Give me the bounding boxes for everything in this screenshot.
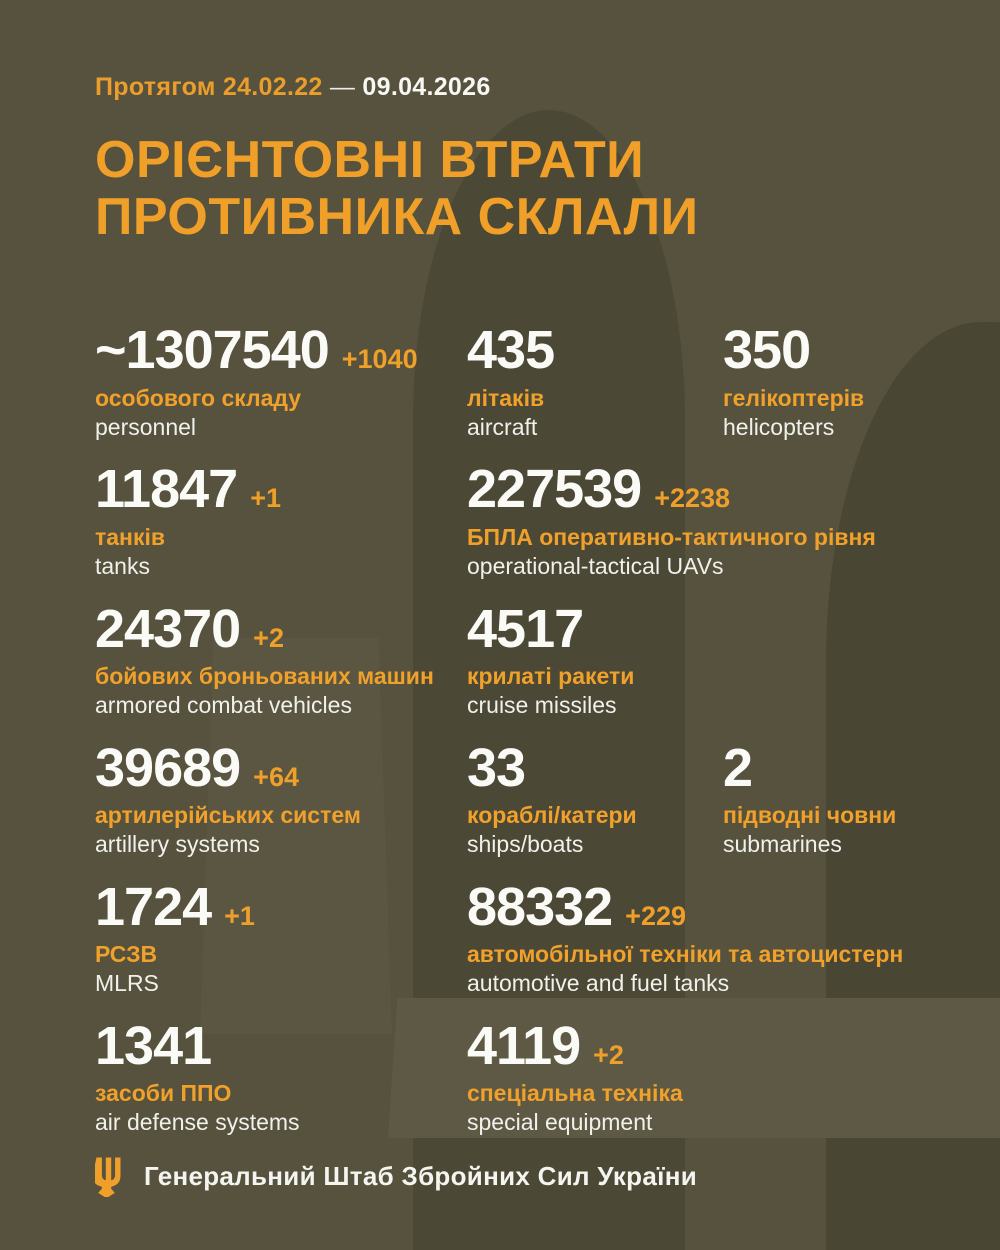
stat-value: 11847 bbox=[95, 459, 238, 520]
stat-value: 1724 bbox=[95, 876, 212, 937]
stats-row-6 bbox=[95, 1015, 960, 1137]
stat-label-en: helicopters bbox=[723, 413, 835, 440]
stat-delta: +2 bbox=[593, 1039, 624, 1070]
stat-value: 1341 bbox=[95, 1015, 212, 1076]
stat-label-en: armored combat vehicles bbox=[95, 691, 352, 718]
stat-mlrs bbox=[95, 876, 467, 998]
period-date: 09.04.2026 bbox=[362, 73, 491, 101]
stat-ships bbox=[467, 737, 723, 859]
stat-label-uk: спеціальна техніка bbox=[467, 1080, 683, 1106]
stats-row-1 bbox=[95, 322, 960, 441]
stat-label-en: MLRS bbox=[95, 969, 159, 996]
stat-label-uk: підводні човни bbox=[723, 801, 897, 828]
stat-label-en: artillery systems bbox=[95, 830, 260, 857]
stat-value: 24370 bbox=[95, 598, 241, 659]
page-title bbox=[95, 132, 960, 246]
stat-label-en: aircraft bbox=[467, 413, 538, 440]
stat-special-equipment bbox=[467, 1015, 960, 1137]
stat-label-en: ships/boats bbox=[467, 830, 584, 857]
stat-label-uk: кораблі/катери bbox=[467, 801, 637, 828]
stat-helicopters bbox=[723, 322, 960, 441]
stat-delta: +64 bbox=[253, 761, 299, 792]
stat-delta: +229 bbox=[625, 900, 686, 931]
stat-label-uk: БПЛА оперативно-тактичного рівня bbox=[467, 523, 876, 550]
stat-armored-vehicles bbox=[95, 598, 467, 720]
title-line-1: ОРІЄНТОВНІ ВТРАТИ bbox=[95, 131, 645, 189]
trident-icon bbox=[95, 1157, 122, 1197]
stat-label-en: operational-tactical UAVs bbox=[467, 552, 724, 579]
stat-label-uk: літаків bbox=[467, 384, 545, 411]
source-label: Генеральний Штаб Збройних Сил України bbox=[144, 1161, 697, 1192]
stat-value: 227539 bbox=[467, 459, 642, 520]
stat-label-uk: гелікоптерів bbox=[723, 384, 865, 411]
stats-row-5 bbox=[95, 876, 960, 998]
stat-label-uk: бойових броньованих машин bbox=[95, 662, 434, 689]
stat-value: 39689 bbox=[95, 737, 241, 798]
stat-label-uk: особового складу bbox=[95, 384, 302, 411]
stat-label-uk: РСЗВ bbox=[95, 940, 158, 967]
reporting-period bbox=[95, 73, 960, 102]
stat-uavs bbox=[467, 461, 960, 580]
stat-value: 33 bbox=[467, 737, 526, 798]
stat-label-en: automotive and fuel tanks bbox=[467, 969, 730, 996]
stat-value: 88332 bbox=[467, 876, 613, 937]
stat-delta: +1 bbox=[250, 483, 281, 514]
footer bbox=[95, 1157, 960, 1197]
stat-personnel bbox=[95, 322, 467, 441]
stat-label-uk: засоби ППО bbox=[95, 1080, 232, 1106]
stat-value: 350 bbox=[723, 320, 811, 381]
stat-delta: +1040 bbox=[341, 344, 418, 375]
stat-submarines bbox=[723, 737, 960, 859]
stat-label-en: special equipment bbox=[467, 1108, 653, 1135]
stats-row-3 bbox=[95, 598, 960, 720]
stat-label-en: cruise missiles bbox=[467, 691, 617, 718]
stats-row-2 bbox=[95, 461, 960, 580]
stat-label-uk: танків bbox=[95, 523, 165, 550]
stat-aircraft bbox=[467, 322, 723, 441]
stat-value: 2 bbox=[723, 737, 753, 798]
stat-value: ~1307540 bbox=[95, 320, 329, 381]
stat-delta: +2238 bbox=[654, 483, 731, 514]
title-line-2: ПРОТИВНИКА СКЛАЛИ bbox=[95, 188, 699, 247]
stat-value: 435 bbox=[467, 320, 555, 381]
period-prefix: Протягом 24.02.22 bbox=[95, 73, 323, 101]
stat-value: 4119 bbox=[467, 1015, 581, 1076]
stat-label-en: personnel bbox=[95, 413, 197, 440]
period-dash: — bbox=[329, 73, 356, 101]
stat-air-defense bbox=[95, 1015, 467, 1137]
stat-label-uk: крилаті ракети bbox=[467, 662, 635, 689]
stat-label-en: air defense systems bbox=[95, 1108, 300, 1135]
stat-artillery bbox=[95, 737, 467, 859]
stat-value: 4517 bbox=[467, 598, 584, 659]
stat-delta: +2 bbox=[253, 622, 284, 653]
stat-tanks bbox=[95, 461, 467, 580]
stat-delta: +1 bbox=[224, 900, 255, 931]
stat-cruise-missiles bbox=[467, 598, 960, 720]
stat-label-uk: артилерійських систем bbox=[95, 801, 361, 828]
stats-row-4 bbox=[95, 737, 960, 859]
stat-automotive bbox=[467, 876, 960, 998]
stat-label-en: submarines bbox=[723, 830, 842, 857]
stat-label-uk: автомобільної техніки та автоцистерн bbox=[467, 940, 904, 967]
stat-label-en: tanks bbox=[95, 552, 150, 579]
